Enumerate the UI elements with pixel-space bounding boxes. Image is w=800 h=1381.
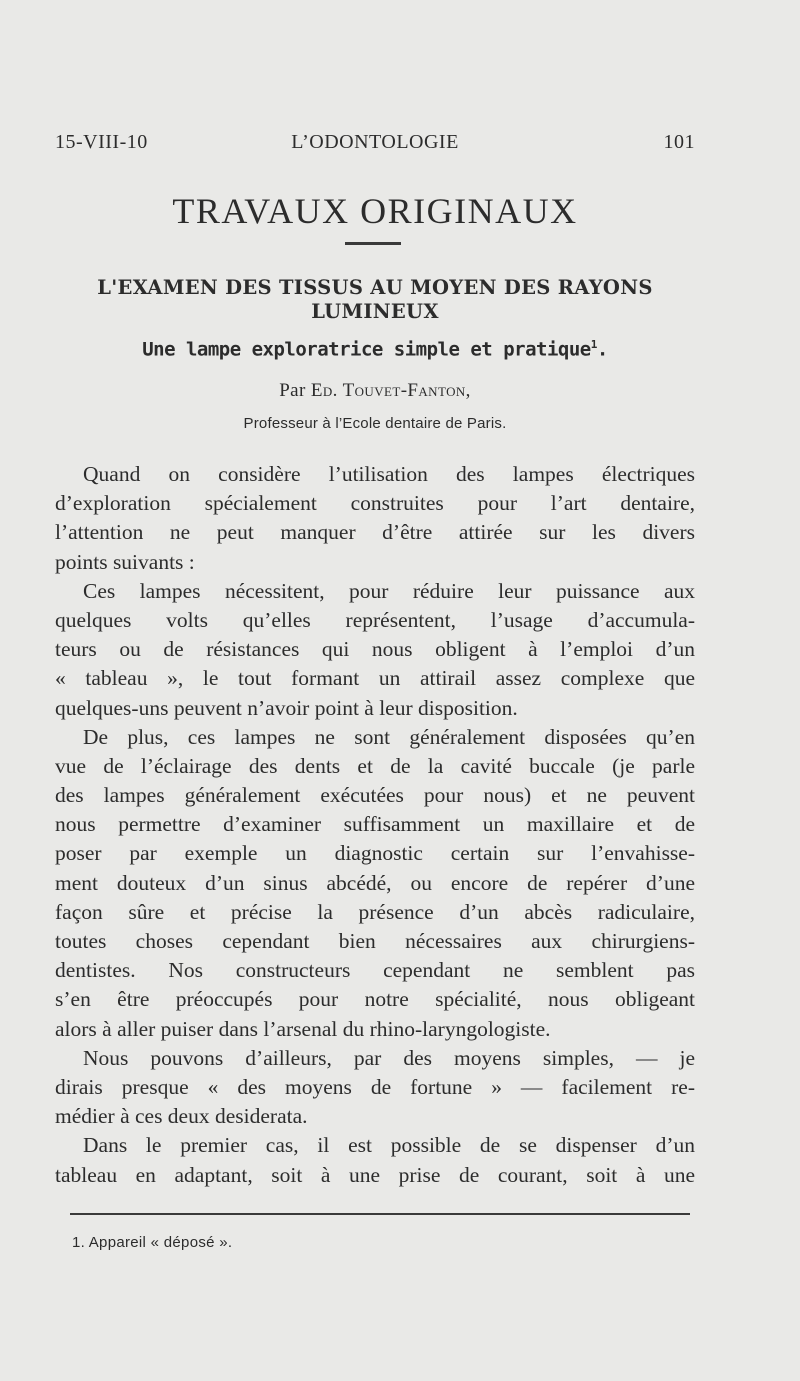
body-line: quelques-uns peuvent n’avoir point à leur disposition. xyxy=(55,695,518,720)
body-line: Dans le premier cas, il est possible de se dispenser d’un xyxy=(83,1133,695,1158)
footnote: 1. Appareil « déposé ». xyxy=(72,1234,233,1251)
article-title-line-1: L'EXAMEN DES TISSUS AU MOYEN DES RAYONS xyxy=(97,276,653,299)
body-line: toutes choses cependant bien nécessaires aux chirurgiens- xyxy=(55,929,695,953)
footnote-reference: 1 xyxy=(590,338,597,351)
body-line: quelques volts qu’elles représentent, l’usage d’accumula- xyxy=(55,607,695,632)
author-line xyxy=(55,380,695,402)
body-line: des lampes généralement exécutées pour nous) et ne peuvent xyxy=(55,783,695,808)
article-subtitle xyxy=(55,338,695,360)
title-rule xyxy=(345,242,401,245)
body-line: poser par exemple un diagnostic certain sur l’envahisse- xyxy=(55,841,695,866)
body-line: l’attention ne peut manquer d’être attirée sur les divers xyxy=(55,520,695,545)
header-date: 15-VIII-10 xyxy=(55,131,148,153)
body-line: Quand on considère l’utilisation des lampes électriques xyxy=(83,462,695,486)
article-title xyxy=(55,276,695,324)
header-journal-title: L’ODONTOLOGIE xyxy=(291,131,459,153)
subtitle-text: Une lampe exploratrice simple et pratique xyxy=(142,338,591,361)
body-line: Nous pouvons d’ailleurs, par des moyens simples, — je xyxy=(83,1045,695,1070)
body-line: nous permettre d’examiner suffisamment un maxillaire et de xyxy=(55,812,695,837)
body-line: dirais presque « des moyens de fortune » — facilement re- xyxy=(55,1074,695,1099)
author-prefix: Par xyxy=(279,380,306,401)
footnote-rule xyxy=(70,1213,690,1215)
body-line: vue de l’éclairage des dents et de la cavité buccale (je parle xyxy=(55,753,695,778)
body-line: façon sûre et précise la présence d’un abcès radiculaire, xyxy=(55,899,695,924)
section-title: TRAVAUX ORIGINAUX xyxy=(172,191,578,231)
author-name: Ed. Touvet-Fanton, xyxy=(310,380,471,401)
body-text xyxy=(55,460,695,1190)
header-page-number: 101 xyxy=(663,131,695,153)
body-line: d’exploration spécialement construites pour l’art dentaire, xyxy=(55,491,695,516)
body-line: dentistes. Nos constructeurs cependant ne semblent pas xyxy=(55,958,695,983)
body-line: points suivants : xyxy=(55,549,195,574)
body-line: s’en être préoccupés pour notre spécialité, nous obligeant xyxy=(55,987,695,1012)
body-line: teurs ou de résistances qui nous obligent à l’emploi d’un xyxy=(55,637,695,662)
body-line: De plus, ces lampes ne sont généralement disposées qu’en xyxy=(83,724,695,749)
body-line: ment douteux d’un sinus abcédé, ou encore de repérer d’une xyxy=(55,870,695,895)
subtitle-period: . xyxy=(596,338,608,361)
body-line: « tableau », le tout formant un attirail assez complexe que xyxy=(55,666,695,691)
author-affiliation: Professeur à l’Ecole dentaire de Paris. xyxy=(243,415,507,432)
article-title-line-2: LUMINEUX xyxy=(311,300,439,323)
body-line: Ces lampes nécessitent, pour réduire leur puissance aux xyxy=(83,578,695,603)
body-line: alors à aller puiser dans l’arsenal du rhino-laryngologiste. xyxy=(55,1016,551,1041)
running-head xyxy=(55,131,695,157)
body-line: tableau en adaptant, soit à une prise de courant, soit à une xyxy=(55,1162,695,1187)
body-line: médier à ces deux desiderata. xyxy=(55,1104,308,1129)
